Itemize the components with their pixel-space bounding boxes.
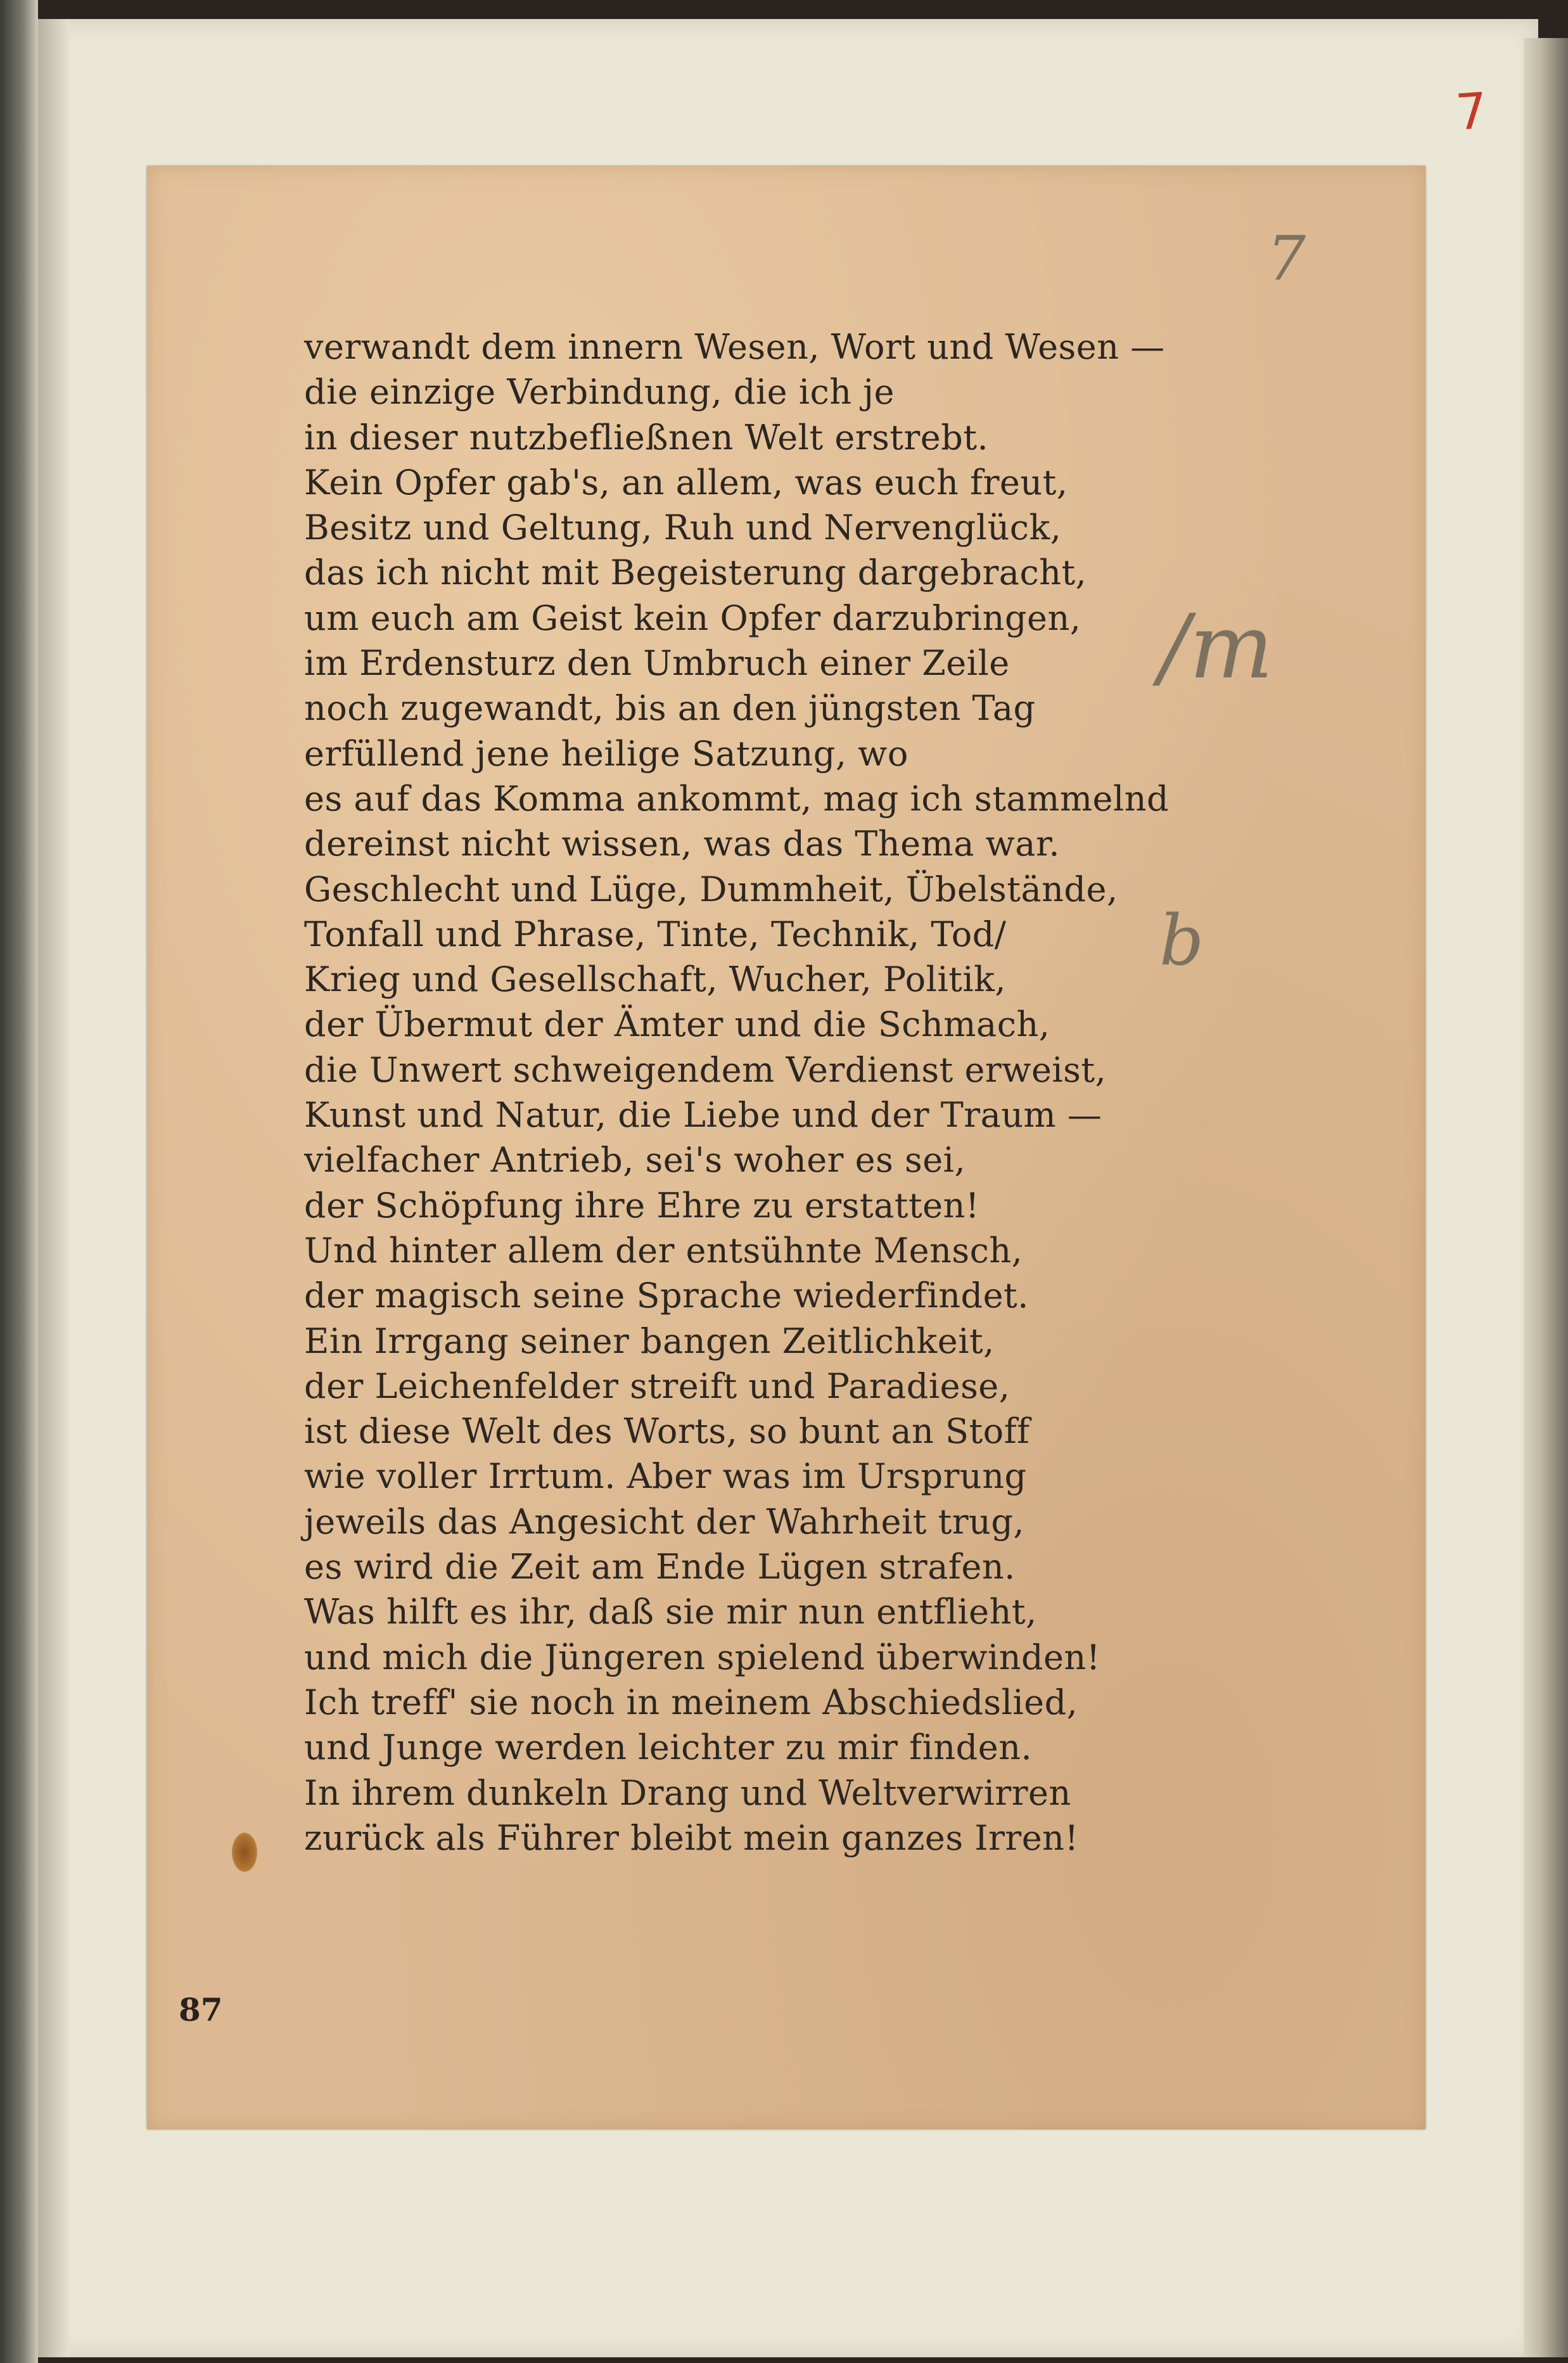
pencil-mark-7: 7 [1267, 223, 1306, 294]
poem-text [304, 324, 1254, 1860]
poem-line: der magisch seine Sprache wiederfindet. [304, 1276, 1029, 1316]
pencil-mark-m: /m [1159, 596, 1273, 699]
poem-line: zurück als Führer bleibt mein ganzes Irren! [304, 1817, 1079, 1858]
poem-line: der Übermut der Ämter und die Schmach, [304, 1004, 1050, 1045]
page-edge [1524, 38, 1568, 2357]
archive-number-red: 7 [1453, 82, 1489, 142]
poem-line: wie voller Irrtum. Aber was im Ursprung [304, 1456, 1027, 1497]
poem-line: und Junge werden leichter zu mir finden. [304, 1727, 1033, 1768]
poem-line: um euch am Geist kein Opfer darzubringen, [304, 598, 1081, 638]
poem-line: es auf das Komma ankommt, mag ich stammelnd [304, 778, 1170, 819]
book-spine-shadow [0, 0, 38, 2363]
poem-line: Kein Opfer gab's, an allem, was euch freut, [304, 462, 1068, 503]
poem-line: vielfacher Antrieb, sei's woher es sei, [304, 1140, 966, 1181]
poem-line: verwandt dem innern Wesen, Wort und Wesen — [304, 327, 1165, 367]
poem-line: Krieg und Gesellschaft, Wucher, Politik, [304, 959, 1006, 1000]
poem-line: Ein Irrgang seiner bangen Zeitlichkeit, [304, 1321, 995, 1361]
poem-line: Geschlecht und Lüge, Dummheit, Übelstände, [304, 869, 1118, 909]
poem-line: Kunst und Natur, die Liebe und der Traum — [304, 1095, 1102, 1136]
poem-line: erfüllend jene heilige Satzung, wo [304, 733, 908, 774]
poem-line: dereinst nicht wissen, was das Thema war. [304, 824, 1061, 864]
poem-line: jeweils das Angesicht der Wahrheit trug, [304, 1501, 1025, 1542]
poem-line: das ich nicht mit Begeisterung dargebracht, [304, 553, 1087, 593]
page-number: 87 [179, 1991, 223, 2028]
poem-line: die Unwert schweigendem Verdienst erweist, [304, 1049, 1107, 1090]
poem-line: Und hinter allem der entsühnte Mensch, [304, 1230, 1023, 1271]
poem-line: ist diese Welt des Worts, so bunt an Stoff [304, 1411, 1030, 1452]
poem-line: der Leichenfelder streift und Paradiese, [304, 1366, 1010, 1406]
poem-line: Besitz und Geltung, Ruh und Nervenglück, [304, 508, 1062, 548]
book-gutter [37, 19, 68, 2357]
poem-line: die einzige Verbindung, die ich je [304, 372, 895, 413]
poem-line: im Erdensturz den Umbruch einer Zeile [304, 643, 1010, 684]
poem-line: der Schöpfung ihre Ehre zu erstatten! [304, 1185, 980, 1226]
pencil-mark-b: b [1159, 900, 1204, 981]
poem-line: es wird die Zeit am Ende Lügen strafen. [304, 1547, 1016, 1587]
poem-line: noch zugewandt, bis an den jüngsten Tag [304, 688, 1036, 729]
poem-line: in dieser nutzbefließnen Welt erstrebt. [304, 417, 989, 458]
poem-line: Was hilft es ihr, daß sie mir nun entflieht, [304, 1592, 1037, 1632]
poem-line: Ich treff' sie noch in meinem Abschiedslied, [304, 1682, 1078, 1722]
poem-line: In ihrem dunkeln Drang und Weltverwirren [304, 1772, 1071, 1813]
poem-line: Tonfall und Phrase, Tinte, Technik, Tod/ [304, 914, 1007, 954]
poem-line: und mich die Jüngeren spielend überwinden! [304, 1637, 1100, 1677]
stain-mark [232, 1833, 257, 1872]
